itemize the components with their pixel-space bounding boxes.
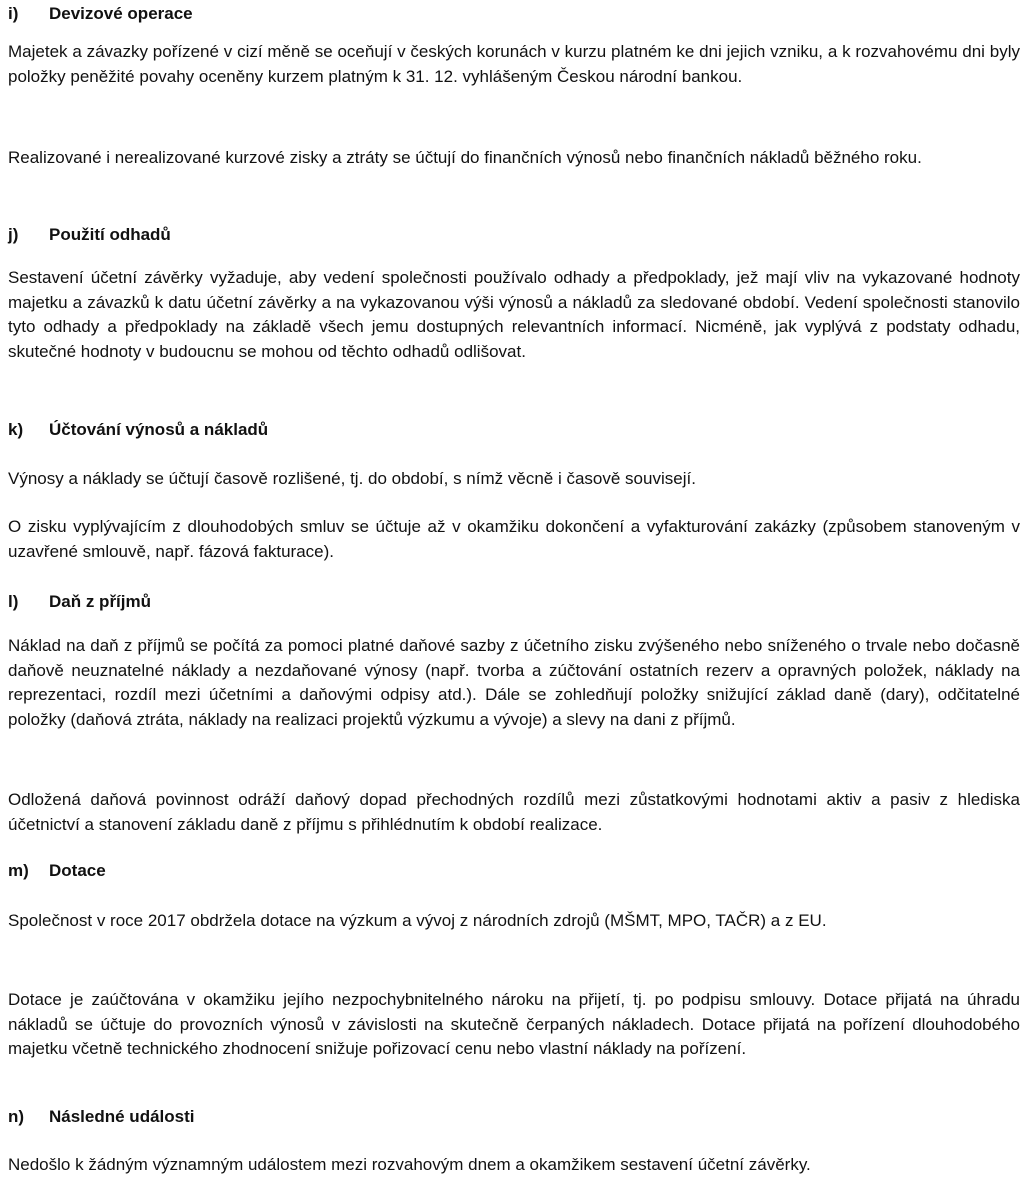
paragraph: Dotace je zaúčtována v okamžiku jejího nezpochybnitelného nároku na přijetí, tj. po podpisu smlouvy. Dotace přijatá na úhradu nákladů se účtuje do provozních výnosů v závislosti na skutečně čerpaných nákladech. Dotace přijatá na pořízení dlouhodobého majetku včetně technického zhodnocení snižuje pořizovací cenu nebo vlastní náklady na pořízení. (8, 990, 1020, 1058)
section-letter: k) (8, 420, 24, 439)
section-title: Devizové operace (49, 4, 193, 23)
section-letter: l) (8, 592, 19, 611)
section-letter: i) (8, 4, 19, 23)
section-heading-m (8, 861, 106, 881)
section-heading-i (8, 4, 193, 24)
paragraph: Společnost v roce 2017 obdržela dotace na výzkum a vývoj z národních zdrojů (MŠMT, MPO, TAČR) a z EU. (8, 911, 827, 930)
paragraph: Nedošlo k žádným významným událostem mezi rozvahovým dnem a okamžikem sestavení účetní závěrky. (8, 1155, 811, 1174)
paragraph: Náklad na daň z příjmů se počítá za pomoci platné daňové sazby z účetního zisku zvýšeného nebo sníženého o trvale nebo dočasně daňově neuznatelné náklady a nezdaňované výnosy (např. tvorba a zúčtování ostatních rezerv a opravných položek, náklady na reprezentaci, rozdíl mezi účetními a daňovými odpisy atd.). Dále se zohledňují položky snižující základ daně (dary), odčitatelné položky (daňová ztráta, náklady na realizaci projektů výzkumu a vývoje) a slevy na dani z příjmů. (8, 636, 1020, 729)
section-title: Dotace (49, 861, 106, 880)
paragraph: Odložená daňová povinnost odráží daňový dopad přechodných rozdílů mezi zůstatkovými hodnotami aktiv a pasiv z hlediska účetnictví a stanovení základu daně z příjmu s přihlédnutím k období realizace. (8, 790, 1020, 834)
paragraph: Realizované i nerealizované kurzové zisky a ztráty se účtují do finančních výnosů nebo finančních nákladů běžného roku. (8, 148, 922, 167)
section-title: Účtování výnosů a nákladů (49, 420, 269, 439)
paragraph: Sestavení účetní závěrky vyžaduje, aby vedení společnosti používalo odhady a předpoklady, jež mají vliv na vykazované hodnoty majetku a závazků k datu účetní závěrky a na vykazovanou výši výnosů a nákladů za sledované období. Vedení společnosti stanovilo tyto odhady a předpoklady na základě všech jemu dostupných relevantních informací. Nicméně, jak vyplývá z podstaty odhadu, skutečné hodnoty v budoucnu se mohou od těchto odhadů odlišovat. (8, 268, 1020, 361)
section-title: Následné události (49, 1107, 195, 1126)
section-heading-n (8, 1107, 194, 1127)
paragraph: Výnosy a náklady se účtují časově rozlišené, tj. do období, s nímž věcně i časově souvisejí. (8, 469, 696, 488)
section-heading-l (8, 592, 151, 612)
section-title: Použití odhadů (49, 225, 171, 244)
paragraph: O zisku vyplývajícím z dlouhodobých smluv se účtuje až v okamžiku dokončení a vyfakturování zakázky (způsobem stanoveným v uzavřené smlouvě, např. fázová fakturace). (8, 517, 1020, 561)
section-letter: n) (8, 1107, 25, 1126)
section-letter: m) (8, 861, 29, 880)
section-title: Daň z příjmů (49, 592, 152, 611)
section-letter: j) (8, 225, 19, 244)
paragraph: Majetek a závazky pořízené v cizí měně se oceňují v českých korunách v kurzu platném ke dni jejich vzniku, a k rozvahovému dni byly položky peněžité povahy oceněny kurzem platným k 31. 12. vyhlášeným Českou národní bankou. (8, 42, 1020, 86)
section-heading-k (8, 420, 268, 440)
section-heading-j (8, 225, 171, 245)
